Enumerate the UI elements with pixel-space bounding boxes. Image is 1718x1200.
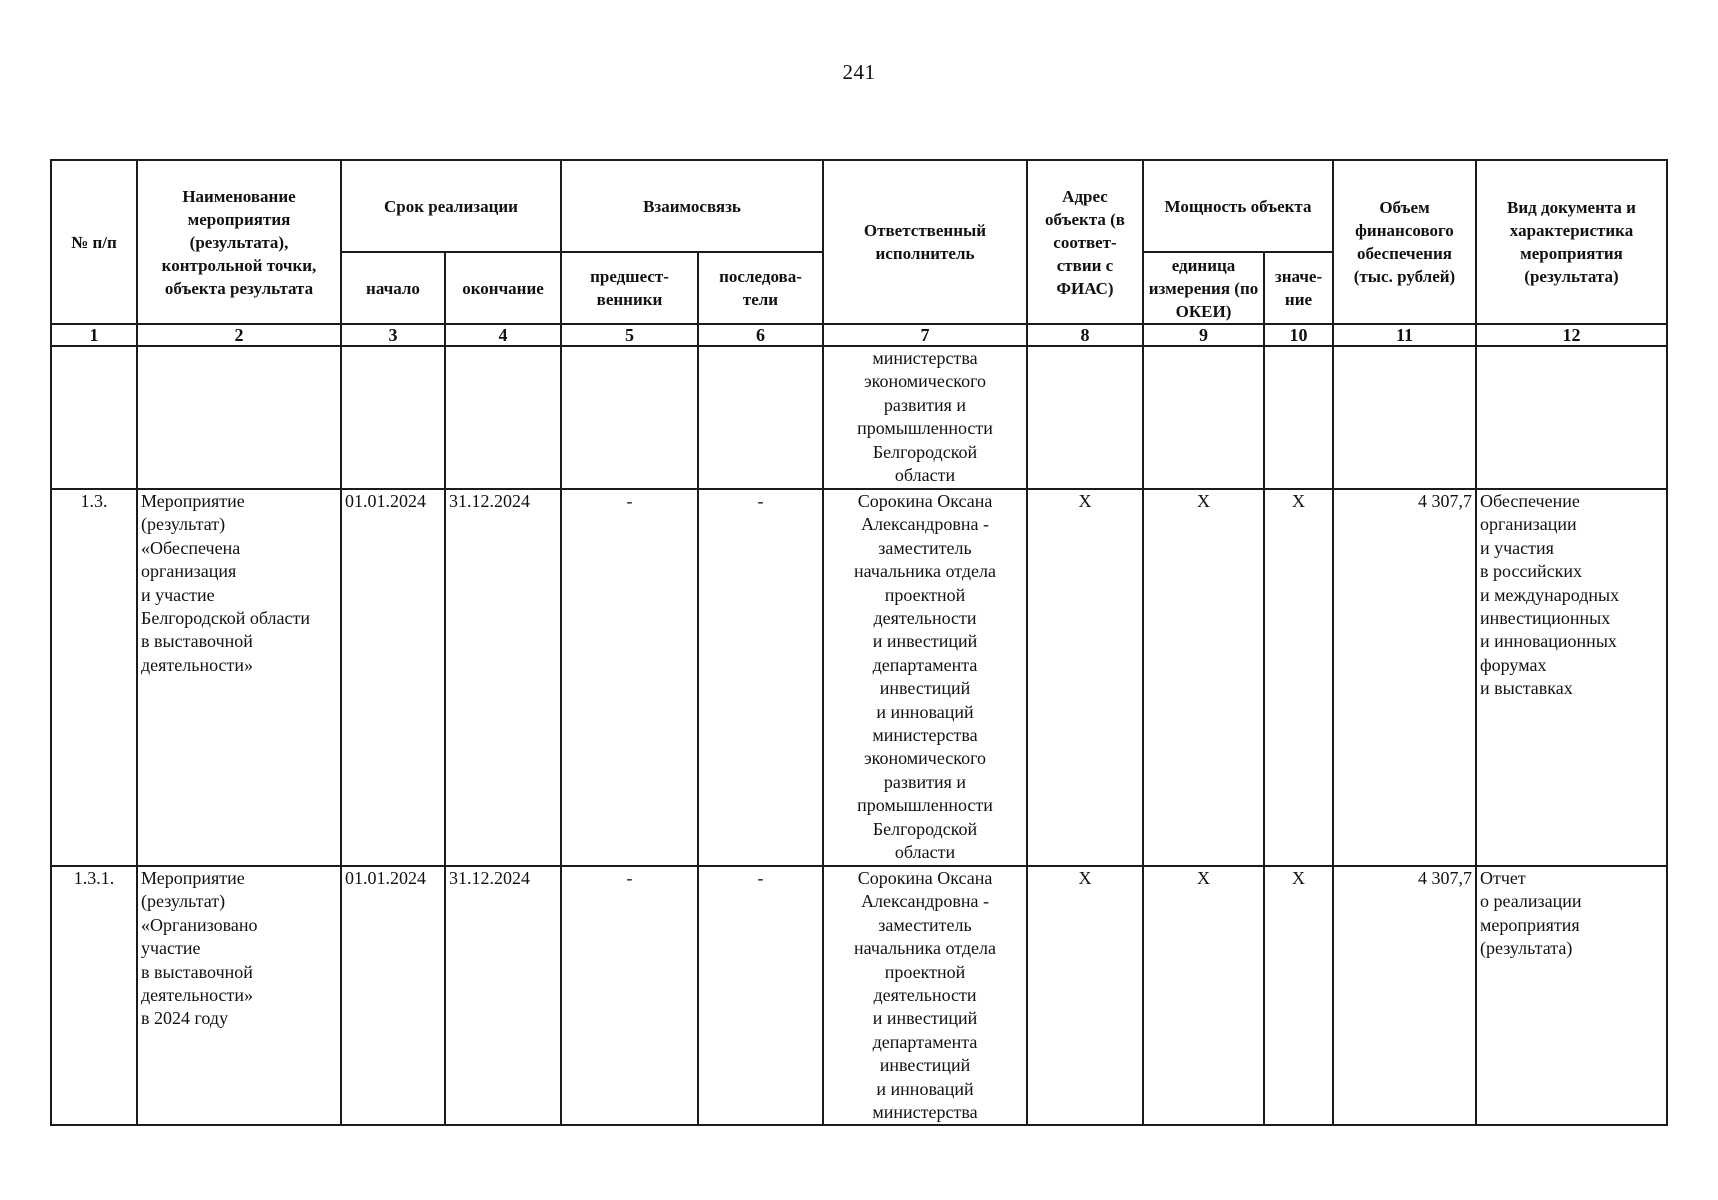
cell-value: Х	[1264, 489, 1333, 866]
cell-finance	[1333, 346, 1476, 489]
cell-name	[137, 346, 341, 489]
cell-no: 1.3.	[51, 489, 137, 866]
cell-prev: -	[561, 489, 698, 866]
cell-end: 31.12.2024	[445, 489, 561, 866]
column-number: 1	[51, 324, 137, 346]
plan-table	[50, 159, 1668, 1126]
header-responsible: Ответственный исполнитель	[823, 160, 1027, 324]
cell-start	[341, 346, 445, 489]
cell-name: Мероприятие (результат) «Организовано участие в выставочной деятельности» в 2024 году	[137, 866, 341, 1125]
cell-address: Х	[1027, 489, 1143, 866]
cell-end	[445, 346, 561, 489]
header-link-next: последова- тели	[698, 252, 823, 324]
header-no: № п/п	[51, 160, 137, 324]
column-number: 11	[1333, 324, 1476, 346]
cell-finance: 4 307,7	[1333, 489, 1476, 866]
header-period: Срок реализации	[341, 160, 561, 252]
cell-doc	[1476, 346, 1667, 489]
column-number: 5	[561, 324, 698, 346]
cell-value: Х	[1264, 866, 1333, 1125]
header-link: Взаимосвязь	[561, 160, 823, 252]
cell-responsible: Сорокина Оксана Александровна - заместитель начальника отдела проектной деятельности и инвестиций департамента инвестиций и инноваций министерства	[823, 866, 1027, 1125]
cell-no: 1.3.1.	[51, 866, 137, 1125]
header-finance: Объем финансового обеспечения (тыс. рублей)	[1333, 160, 1476, 324]
header-capacity-value: значе- ние	[1264, 252, 1333, 324]
cell-end: 31.12.2024	[445, 866, 561, 1125]
header-link-prev: предшест- венники	[561, 252, 698, 324]
header-address: Адрес объекта (в соответ- ствии с ФИАС)	[1027, 160, 1143, 324]
column-number: 3	[341, 324, 445, 346]
cell-value	[1264, 346, 1333, 489]
column-number: 2	[137, 324, 341, 346]
cell-name: Мероприятие (результат) «Обеспечена организация и участие Белгородской области в выставочной деятельности»	[137, 489, 341, 866]
header-capacity: Мощность объекта	[1143, 160, 1333, 252]
table-header	[51, 160, 1667, 346]
header-capacity-unit: единица измерения (по ОКЕИ)	[1143, 252, 1264, 324]
header-period-end: окончание	[445, 252, 561, 324]
column-number: 7	[823, 324, 1027, 346]
header-name: Наименование мероприятия (результата), контрольной точки, объекта результата	[137, 160, 341, 324]
cell-start: 01.01.2024	[341, 866, 445, 1125]
cell-next: -	[698, 489, 823, 866]
cell-doc: Отчет о реализации мероприятия (результата)	[1476, 866, 1667, 1125]
header-doc-type: Вид документа и характеристика мероприятия (результата)	[1476, 160, 1667, 324]
cell-prev: -	[561, 866, 698, 1125]
page-number: 241	[842, 60, 876, 84]
cell-start: 01.01.2024	[341, 489, 445, 866]
column-number: 9	[1143, 324, 1264, 346]
cell-unit	[1143, 346, 1264, 489]
cell-responsible: Сорокина Оксана Александровна - заместитель начальника отдела проектной деятельности и инвестиций департамента инвестиций и инноваций министерства экономического развития и промышленности Белгородской области	[823, 489, 1027, 866]
column-number: 6	[698, 324, 823, 346]
column-number: 12	[1476, 324, 1667, 346]
column-numbers-row	[51, 324, 1667, 346]
cell-no	[51, 346, 137, 489]
cell-prev	[561, 346, 698, 489]
cell-unit: Х	[1143, 866, 1264, 1125]
column-number: 4	[445, 324, 561, 346]
table-row	[51, 489, 1667, 866]
table-row-continuation	[51, 346, 1667, 489]
table-body	[51, 346, 1667, 1125]
cell-unit: Х	[1143, 489, 1264, 866]
cell-responsible: министерства экономического развития и промышленности Белгородской области	[823, 346, 1027, 489]
table-row	[51, 866, 1667, 1125]
cell-finance: 4 307,7	[1333, 866, 1476, 1125]
header-period-start: начало	[341, 252, 445, 324]
cell-next	[698, 346, 823, 489]
column-number: 8	[1027, 324, 1143, 346]
cell-address	[1027, 346, 1143, 489]
column-number: 10	[1264, 324, 1333, 346]
cell-doc: Обеспечение организации и участия в российских и международных инвестиционных и инновационных форумах и выставках	[1476, 489, 1667, 866]
cell-address: Х	[1027, 866, 1143, 1125]
cell-next: -	[698, 866, 823, 1125]
